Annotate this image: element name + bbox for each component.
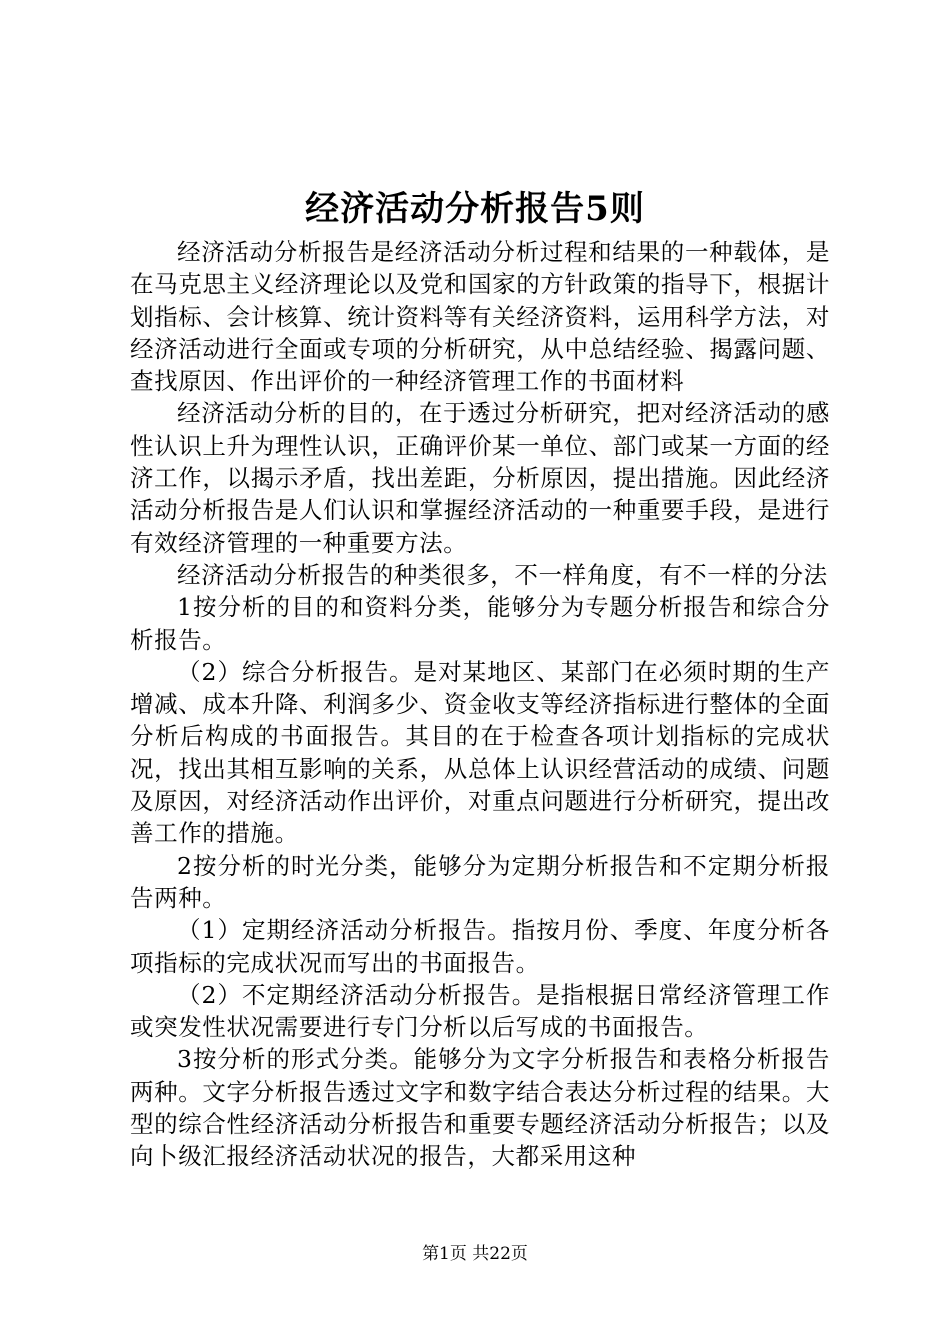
paragraph-5: （2）综合分析报告。是对某地区、某部门在必须时期的生产增减、成本升降、利润多少、资金收支等经济指标进行整体的全面分析后构成的书面报告。其目的在于检查各项计划指标的完成状况，找出其相互影响的关系，从总体上认识经营活动的成绩、问题及原因，对经济活动作出评价，对重点问题进行分析研究，提出改善工作的措施。 [130,657,830,848]
paragraph-4: 1按分析的目的和资料分类，能够分为专题分析报告和综合分析报告。 [130,593,830,654]
paragraph-9: 3按分析的形式分类。能够分为文字分析报告和表格分析报告两种。文字分析报告透过文字和数字结合表达分析过程的结果。大型的综合性经济活动分析报告和重要专题经济活动分析报告；以及向卜级汇报经济活动状况的报告，大都采用这种 [130,1045,830,1171]
paragraph-7: （1）定期经济活动分析报告。指按月份、季度、年度分析各项指标的完成状况而写出的书面报告。 [130,916,830,977]
paragraph-1: 经济活动分析报告是经济活动分析过程和结果的一种载体，是在马克思主义经济理论以及党和国家的方针政策的指导下，根据计划指标、会计核算、统计资料等有关经济资料，运用科学方法，对经济活动进行全面或专项的分析研究，从中总结经验、揭露问题、查找原因、作出评价的一种经济管理工作的书面材料 [130,238,830,396]
page-footer: 第1页 共22页 [422,1244,528,1264]
paragraph-8: （2）不定期经济活动分析报告。是指根据日常经济管理工作或突发性状况需要进行专门分析以后写成的书面报告。 [130,980,830,1042]
paragraph-3: 经济活动分析报告的种类很多，不一样角度，有不一样的分法 [177,560,828,589]
paragraph-2: 经济活动分析的目的，在于透过分析研究，把对经济活动的感性认识上升为理性认识，正确评价某一单位、部门或某一方面的经济工作，以揭示矛盾，找出差距，分析原因，提出措施。因此经济活动分析报告是人们认识和掌握经济活动的一种重要手段，是进行有效经济管理的一种重要方法。 [130,399,830,557]
document-body [130,236,830,1186]
paragraph-6: 2按分析的时光分类，能够分为定期分析报告和不定期分析报告两种。 [130,851,830,912]
document-title: 经济活动分析报告5则 [305,189,645,229]
